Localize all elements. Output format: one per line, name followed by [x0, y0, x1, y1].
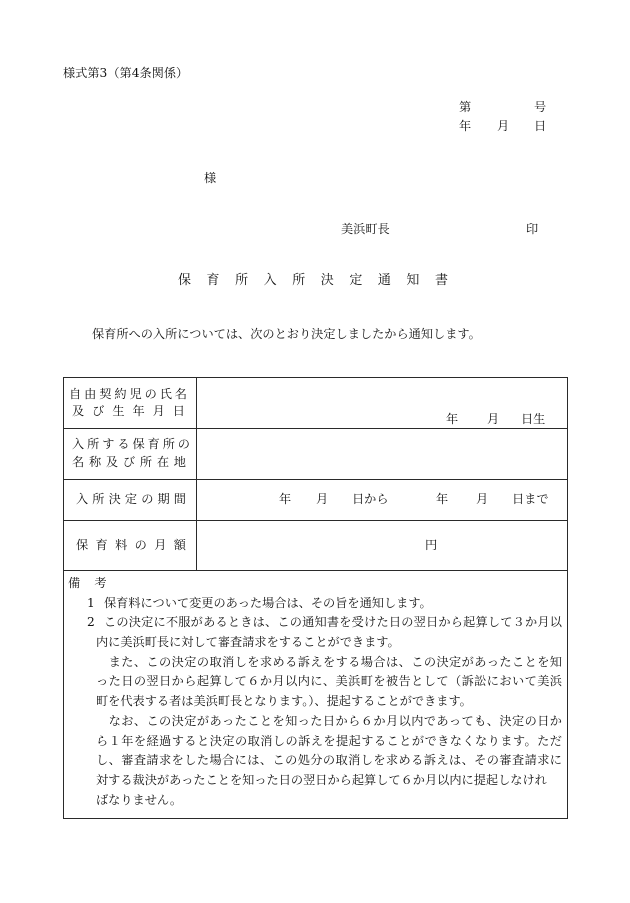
- notes-section: [64, 571, 567, 818]
- note-line: また、この決定の取消しを求める訴えをする場合は、この決定があったことを知: [96, 655, 562, 669]
- decision-table: [63, 377, 568, 819]
- nursery-label-line: 名称及び所在地: [72, 455, 186, 469]
- child-value-cell: [197, 378, 567, 428]
- child-info-row: [64, 378, 567, 429]
- seal-mark: 印: [526, 222, 539, 236]
- document-title: 保 育 所 入 所 決 定 通 知 書: [178, 273, 448, 288]
- issue-date-day-label: 日: [534, 119, 547, 133]
- fee-row: [64, 521, 567, 571]
- issue-date-year-label: 年: [459, 119, 472, 133]
- period-row: [64, 480, 567, 521]
- note-line: 町を代表する者は美浜町長となります。）、提起することができます。: [96, 694, 472, 708]
- period-to-month-label: 月: [476, 492, 489, 506]
- note-line: 内に美浜町長に対して審査請求をすることができます。: [96, 635, 400, 649]
- child-label-cell: [64, 378, 197, 428]
- intro-paragraph: 保育所への入所については、次のとおり決定しましたから通知します。: [92, 327, 481, 341]
- note-line: し、審査請求をした場合には、この処分の取消しを求める訴えは、その審査請求に: [96, 753, 562, 767]
- note-line: 対する裁決があったことを知った日の翌日から起算して６か月以内に提起しなけれ: [96, 773, 547, 787]
- birth-year-label: 年: [446, 412, 459, 426]
- issue-date-month-label: 月: [497, 119, 510, 133]
- period-from-month-label: 月: [316, 492, 329, 506]
- period-to-day-label: 日まで: [512, 492, 549, 506]
- notes-heading: 備 考: [68, 576, 108, 590]
- nursery-label-line: 入所する保育所の: [72, 437, 190, 451]
- recipient-honorific: 様: [204, 171, 217, 185]
- note-line: なお、この決定があったことを知った日から６か月以内であっても、決定の日か: [96, 714, 562, 728]
- period-label-cell: [64, 480, 197, 520]
- fee-unit-label: 円: [425, 538, 438, 552]
- note-number: 2: [87, 615, 95, 629]
- note-number: 1: [87, 596, 95, 610]
- note-line: った日の翌日から起算して６か月以内に、美浜町を被告として（訴訟において美浜: [96, 674, 562, 688]
- nursery-row: [64, 429, 567, 480]
- period-from-year-label: 年: [279, 492, 292, 506]
- fee-value-cell: [197, 521, 567, 570]
- note-line: 保育料について変更のあった場合は、その旨を通知します。: [104, 596, 432, 610]
- nursery-label-cell: [64, 429, 197, 479]
- note-line: この決定に不服があるときは、この通知書を受けた日の翌日から起算して３か月以: [104, 615, 562, 629]
- birth-day-label: 日生: [521, 412, 546, 426]
- reference-number-prefix: 第: [459, 100, 472, 114]
- birth-month-label: 月: [487, 412, 500, 426]
- period-value-cell: [197, 480, 567, 520]
- period-label: 入所決定の期間: [76, 492, 186, 506]
- period-from-day-label: 日から: [352, 492, 389, 506]
- fee-label: 保 育 料 の 月 額: [76, 538, 186, 552]
- note-line: ら１年を経過すると決定の取消しの訴えを提起することができなくなります。ただ: [96, 734, 562, 748]
- issuer-name: 美浜町長: [341, 222, 390, 236]
- nursery-value-cell: [197, 429, 567, 479]
- period-to-year-label: 年: [436, 492, 449, 506]
- child-label-line: 及 び 生 年 月 日: [72, 404, 185, 418]
- child-label-line: 自由契約児の氏名: [69, 387, 187, 401]
- form-label: 様式第3（第4条関係）: [63, 66, 189, 80]
- note-line: ばなりません。: [96, 793, 183, 807]
- reference-number-suffix: 号: [534, 100, 547, 114]
- fee-label-cell: [64, 521, 197, 570]
